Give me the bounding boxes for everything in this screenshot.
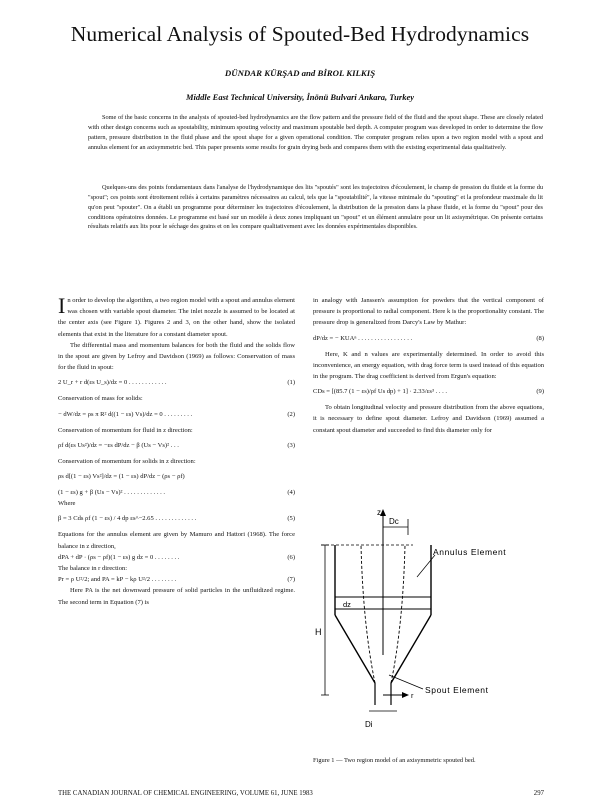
- equation-9: CDs = [(85.7 (1 − εs)/ρf Us dp) + 1] · 2.33/εs³ . . . . (9): [313, 388, 544, 396]
- label-mass-solids: Conservation of mass for solids:: [58, 395, 143, 403]
- abstract-english: Some of the basic concerns in the analysis of spouted-bed hydrodynamics are the flow pattern and the pressure field of the fluid and the spout shape. These are closely related with other design concerns such as spoutability, minimum spouting velocity and maximum spoutable bed depth. A computer program was developed in order to determine the flow pattern, pressure distribution in the fluid phase and the spout shape for a given operational condition. The computer program relies upon a two region model with a spout and annulus element for an axisymmetric bed. This paper presents some results for grain drying beds and compares them with the existing experimental data qualitatively.: [88, 114, 543, 151]
- label-where: Where: [58, 500, 76, 508]
- figure-caption: Figure 1 — Two region model of an axisymmetric spouted bed.: [313, 757, 476, 764]
- label-z: z: [377, 508, 381, 517]
- r-axis-arrow: [402, 692, 409, 698]
- equation-4a: ρs d[(1 − εs) Vs²]/dz = (1 − εs) dP/dz − (ρs − ρf): [58, 473, 185, 481]
- label-annulus-element: Annulus Element: [433, 547, 507, 557]
- label-di: Di: [365, 720, 373, 729]
- label-h: H: [315, 627, 322, 637]
- authors: DÜNDAR KÜRŞAD and BİROL KILKIŞ: [224, 68, 376, 78]
- label-dz: dz: [343, 600, 351, 609]
- label-balance-r: The balance in r direction:: [58, 565, 128, 573]
- spout-leader: [389, 675, 423, 689]
- cone-wall-right: [391, 615, 431, 683]
- page-number: 297: [533, 790, 544, 797]
- paragraph-annulus: Equations for the annulus element are given by Mamuro and Hattori (1968). The force balance in z direction,: [58, 531, 295, 550]
- paragraph-janssen: in analogy with Janssen's assumption for powders that the vertical component of pressure is proportional to radial component. Here k is the proportionality constant. The pressure drop is generalized from Darcy's Law by Mathur:: [313, 297, 544, 327]
- label-momentum-fluid: Conservation of momentum for fluid in z direction:: [58, 426, 193, 434]
- equation-2: − dW/dz = ρs π R² d((1 − εs) Vs)/dz = 0 . . . . . . . . . (2): [58, 410, 295, 418]
- equation-1: 2 U_r + r d(εs U_s)/dz = 0 . . . . . . . . . . . . (1): [58, 379, 295, 387]
- equation-7: Pr = ρ U²/2; and PA = kP − kρ U²/2 . . . . . . . . (7): [58, 576, 295, 584]
- label-r: r: [411, 691, 414, 700]
- paper-title: Numerical Analysis of Spouted-Bed Hydrodynamics: [70, 22, 530, 46]
- paragraph-balances: The differential mass and momentum balances for both the fluid and the solids flow in the spout are given by Lefroy and Davidson (1969) as follows: Conservation of mass for the fluid in spout:: [58, 341, 295, 372]
- label-dc: Dc: [389, 517, 399, 526]
- right-column: [313, 295, 544, 436]
- label-momentum-solids: Conservation of momentum for solids in z direction:: [58, 457, 196, 465]
- equation-4b: (1 − εs) g + β (Us − Vs)² . . . . . . . . . . . . . (4): [58, 489, 295, 497]
- cone-wall-left: [335, 615, 375, 683]
- left-column: [58, 295, 295, 608]
- figure-1-diagram: [313, 505, 544, 755]
- paragraph-pa: Here PA is the net downward pressure of solid particles in the unfluidized regime. The second term in Equation (7) is: [58, 587, 295, 606]
- paragraph-intro: n order to develop the algorithm, a two region model with a spout and annulus element was chosen with variable spout diameter. The inlet nozzle is assumed to be located at the center axis (see Figure 1). Figures 2 and 3, on the other hand, show the isolated elements that exist in the literature for a constant diameter spout.: [58, 297, 295, 338]
- page-footer: [58, 790, 544, 797]
- drop-cap: I: [58, 293, 66, 318]
- journal-name: THE CANADIAN JOURNAL OF CHEMICAL ENGINEERING, VOLUME 61, JUNE 1983: [58, 790, 313, 797]
- label-spout-element: Spout Element: [425, 685, 489, 695]
- annulus-leader: [417, 555, 435, 577]
- equation-3: ρf d(εs Us²)/dz = −εs dP/dz − β (Us − Vs)² . . . (3): [58, 441, 295, 449]
- affiliation: Middle East Technical University, İnönü Bulvari Ankara, Turkey: [185, 92, 415, 102]
- equation-5: β = 3 Cds ρf (1 − εs) / 4 dp εs^−2.65 . . . . . . . . . . . . . (5): [58, 515, 295, 523]
- paragraph-ergun: Here, K and n values are experimentally determined. In order to avoid this inconvenience, an energy equation, with drag force term is used instead of this equation in the program. The drag coefficient is derived from Ergun's equation:: [313, 350, 544, 381]
- equation-8: dP/dz = − KUAⁿ . . . . . . . . . . . . . . . . . (8): [313, 334, 544, 342]
- paragraph-spout-diameter: To obtain longitudinal velocity and pressure distribution from the above equations, it is necessary to define spout diameter. Lefroy and Davidson (1969) assumed a constant spout diameter and succeeded to find this diameter only for: [313, 404, 544, 434]
- abstract-french: Quelques-uns des points fondamentaux dans l'analyse de l'hydrodynamique des lits "spoutés" sont les trajectoires d'écoulement, le champ de pression du fluide et la forme du "spout"; ces points sont étroitement reliés à certains paramètres nécessaires au calcul, tels que la "spoutabilité", la vitesse minimale du "spouting" et la profondeur maximale du lit qu'on peut "spouter". On a établi un programme pour déterminer les trajectoires d'écoulement, la distribution de la pression dans la phase fluide, et la forme du "spout" pour des conditions opératoires données. Le programme est basé sur un modèle à deux zones impliquant un "spout" et un élément annulaire pour un lit axisymétrique. On présente certains résultats relatifs aux lits pour le séchage des grains et on les compare qualitativement avec les données expérimentales disponibles.: [88, 184, 543, 231]
- equation-6: dPA + dP · (ρs − ρf)(1 − εs) g dz = 0 . . . . . . . . (6): [58, 553, 295, 561]
